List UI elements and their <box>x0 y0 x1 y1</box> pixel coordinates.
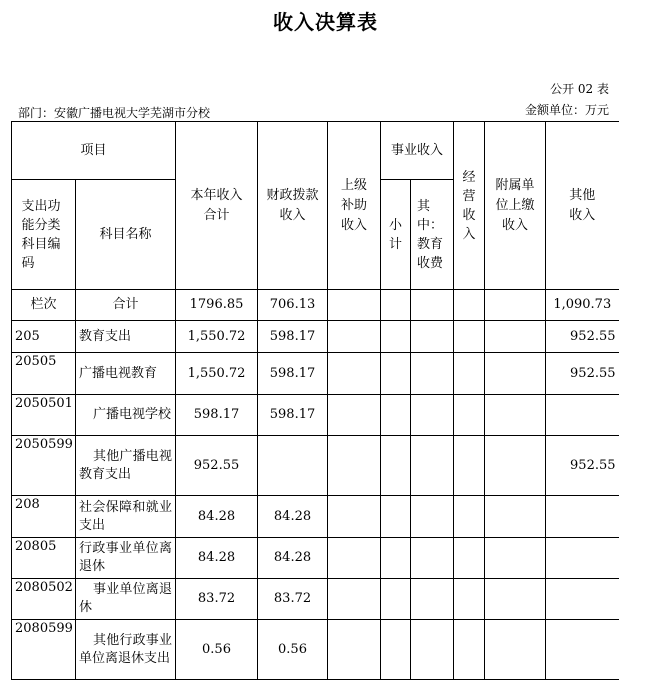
row-name: 广播电视教育 <box>76 353 176 395</box>
row-code: 205 <box>12 321 76 353</box>
table-row <box>12 496 619 538</box>
row-other: 1,090.73 <box>546 290 619 321</box>
table-row <box>12 321 619 353</box>
row-operating <box>454 353 485 395</box>
row-affiliated <box>485 395 546 436</box>
row-code: 栏次 <box>12 290 76 321</box>
row-operating <box>454 436 485 496</box>
row-name: 广播电视学校 <box>76 395 176 436</box>
header-business: 事业收入 <box>381 122 454 180</box>
row-total: 1,550.72 <box>176 353 258 395</box>
row-code: 2050599 <box>12 436 76 496</box>
row-name: 合计 <box>76 290 176 321</box>
row-edu-fee <box>411 353 454 395</box>
table-row <box>12 620 619 680</box>
row-name: 事业单位离退休 <box>76 579 176 620</box>
row-edu-fee <box>411 436 454 496</box>
row-affiliated <box>485 321 546 353</box>
row-total: 84.28 <box>176 538 258 579</box>
table-row <box>12 538 619 579</box>
row-total: 0.56 <box>176 620 258 680</box>
table-row <box>12 395 619 436</box>
row-total: 1796.85 <box>176 290 258 321</box>
row-affiliated <box>485 620 546 680</box>
row-subsidy <box>328 436 381 496</box>
income-table <box>11 121 619 680</box>
row-subsidy <box>328 290 381 321</box>
row-edu-fee <box>411 538 454 579</box>
row-operating <box>454 290 485 321</box>
header-func-code: 支出功能分类科目编码 <box>12 180 76 290</box>
row-fiscal: 0.56 <box>258 620 328 680</box>
row-total: 83.72 <box>176 579 258 620</box>
row-other <box>546 496 619 538</box>
header-other: 其他收入 <box>546 122 619 290</box>
row-subtotal <box>381 321 411 353</box>
row-subtotal <box>381 538 411 579</box>
row-subtotal <box>381 290 411 321</box>
header-affiliated: 附属单位上缴收入 <box>485 122 546 290</box>
row-affiliated <box>485 436 546 496</box>
unit-label: 金额单位：万元 <box>524 103 609 117</box>
row-affiliated <box>485 290 546 321</box>
table-row <box>12 353 619 395</box>
row-affiliated <box>485 579 546 620</box>
row-edu-fee <box>411 395 454 436</box>
row-subtotal <box>381 436 411 496</box>
row-edu-fee <box>411 290 454 321</box>
row-operating <box>454 538 485 579</box>
row-code: 20505 <box>12 353 76 395</box>
header-subtotal: 小计 <box>381 180 411 290</box>
row-name: 社会保障和就业支出 <box>76 496 176 538</box>
row-operating <box>454 620 485 680</box>
row-total: 598.17 <box>176 395 258 436</box>
row-operating <box>454 579 485 620</box>
row-edu-fee <box>411 321 454 353</box>
row-other <box>546 538 619 579</box>
row-edu-fee <box>411 620 454 680</box>
row-affiliated <box>485 538 546 579</box>
row-other <box>546 620 619 680</box>
row-name: 其他广播电视教育支出 <box>76 436 176 496</box>
row-subtotal <box>381 579 411 620</box>
row-affiliated <box>485 496 546 538</box>
header-subject-name: 科目名称 <box>76 180 176 290</box>
row-subtotal <box>381 496 411 538</box>
row-other <box>546 579 619 620</box>
row-fiscal: 83.72 <box>258 579 328 620</box>
table-row <box>12 290 619 321</box>
row-edu-fee <box>411 579 454 620</box>
row-code: 208 <box>12 496 76 538</box>
row-total: 1,550.72 <box>176 321 258 353</box>
row-subsidy <box>328 620 381 680</box>
row-operating <box>454 321 485 353</box>
header-edu-fee: 其中：教育收费 <box>411 180 454 290</box>
row-subsidy <box>328 496 381 538</box>
row-other: 952.55 <box>546 321 619 353</box>
form-number: 公开 02 表 <box>550 82 609 96</box>
row-subsidy <box>328 321 381 353</box>
table-row <box>12 436 619 496</box>
page-title: 收入决算表 <box>273 10 378 34</box>
row-name: 其他行政事业单位离退休支出 <box>76 620 176 680</box>
row-fiscal: 598.17 <box>258 321 328 353</box>
row-name: 教育支出 <box>76 321 176 353</box>
row-operating <box>454 496 485 538</box>
row-other <box>546 395 619 436</box>
row-code: 2080599 <box>12 620 76 680</box>
row-name: 行政事业单位离退休 <box>76 538 176 579</box>
row-fiscal <box>258 436 328 496</box>
row-edu-fee <box>411 496 454 538</box>
row-code: 2080502 <box>12 579 76 620</box>
header-project: 项目 <box>12 122 176 180</box>
row-other: 952.55 <box>546 353 619 395</box>
row-subtotal <box>381 353 411 395</box>
row-subsidy <box>328 538 381 579</box>
row-fiscal: 84.28 <box>258 538 328 579</box>
table-row <box>12 579 619 620</box>
row-affiliated <box>485 353 546 395</box>
row-fiscal: 706.13 <box>258 290 328 321</box>
row-other: 952.55 <box>546 436 619 496</box>
row-fiscal: 598.17 <box>258 395 328 436</box>
row-total: 84.28 <box>176 496 258 538</box>
row-total: 952.55 <box>176 436 258 496</box>
header-subsidy: 上级补助收入 <box>328 122 381 290</box>
row-fiscal: 84.28 <box>258 496 328 538</box>
row-fiscal: 598.17 <box>258 353 328 395</box>
row-subsidy <box>328 579 381 620</box>
row-operating <box>454 395 485 436</box>
row-subsidy <box>328 395 381 436</box>
row-subtotal <box>381 395 411 436</box>
row-subsidy <box>328 353 381 395</box>
header-total-income: 本年收入合计 <box>176 122 258 290</box>
header-operating: 经营收入 <box>454 122 485 290</box>
row-code: 2050501 <box>12 395 76 436</box>
row-code: 20805 <box>12 538 76 579</box>
row-subtotal <box>381 620 411 680</box>
department-label: 部门：安徽广播电视大学芜湖市分校 <box>18 106 211 120</box>
header-fiscal: 财政拨款收入 <box>258 122 328 290</box>
